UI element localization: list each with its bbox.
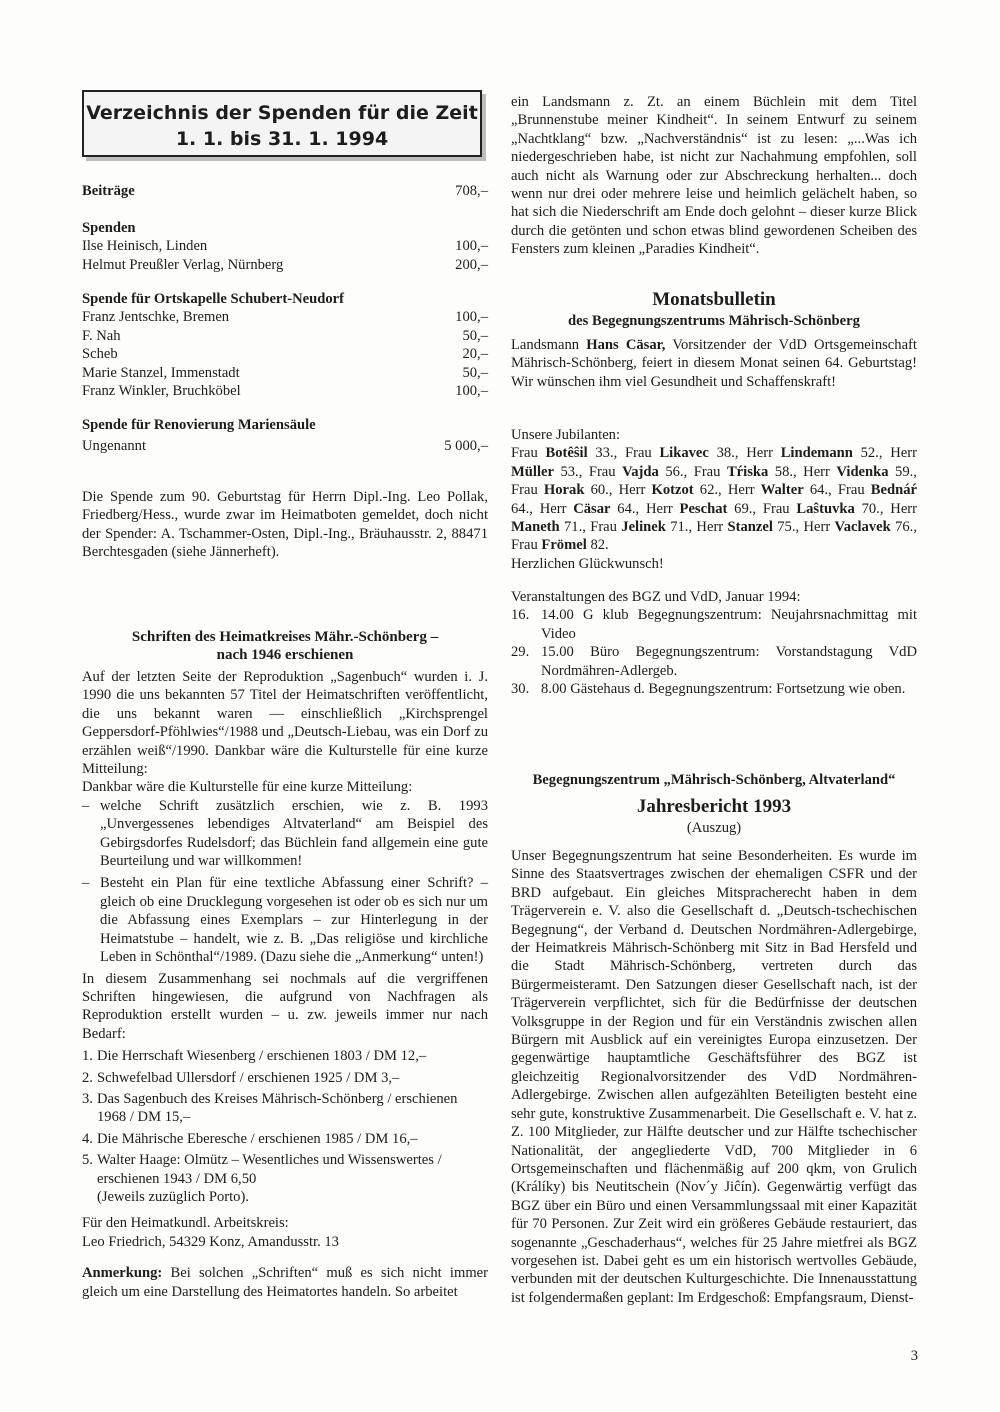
jubilants-label: Unsere Jubilanten:: [511, 427, 621, 443]
jubilant-entry: [511, 445, 617, 461]
spenden-heading: Spenden: [82, 220, 136, 236]
jubilant-age: 38.,: [708, 445, 739, 462]
donor-amount: 200,–: [455, 256, 488, 273]
donation-row: [82, 327, 488, 345]
anmerkung-label: Anmerkung:: [82, 1265, 163, 1282]
jubilant-name: Lindemann: [780, 445, 853, 462]
item-number: 4.: [82, 1130, 93, 1147]
jubilant-age: 33.,: [587, 445, 618, 462]
jubilant-entry: [803, 464, 917, 480]
jubilant-age: 71.,: [559, 519, 586, 536]
events-label: Veranstaltungen des BGZ und VdD, Januar 1994:: [511, 589, 801, 605]
jubilant-entry: [803, 519, 917, 535]
mariensaeule-section: [82, 416, 488, 456]
list-item: – Besteht ein Plan für eine textliche Abfassung einer Schrift? – gleich ob eine Drucklegung vorgesehen ist oder ob es sich nur um die Abfassung eines Exemplars – zur Hinterlegung in der Heimatstube – handelt, wie z. B. „Das religiöse und kirchliche Leben in Schönthal“/1989. (Dazu siehe die „Anmerkung“ unten!): [82, 875, 488, 966]
list-item: [82, 1130, 488, 1148]
jubilant-title: Frau: [762, 500, 797, 517]
jubilant-title: Herr: [746, 445, 781, 462]
list-item: [82, 1151, 488, 1188]
donor-name: Ungenannt: [82, 438, 147, 455]
jubilant-age: 70.,: [854, 500, 884, 517]
donor-name: Franz Jentschke, Bremen: [82, 309, 230, 326]
donation-row: [82, 237, 488, 255]
jubilant-age: 71.,: [665, 519, 693, 536]
schriften-repeat: Dankbar wäre die Kulturstelle für eine kurze Mitteilung:: [82, 779, 413, 796]
jubilant-name: Jelinek: [621, 519, 666, 536]
jubilant-entry: [590, 519, 692, 535]
jubilant-name: Tŕiska: [726, 463, 769, 480]
jahresbericht-title: Jahresbericht 1993: [636, 796, 792, 818]
events-section: [511, 588, 917, 698]
jubilant-title: Herr: [539, 500, 574, 517]
item-text: Walter Haage: Olmütz – Wesentliches und Wissenswertes / erschienen 1943 / DM 6,50: [97, 1152, 442, 1187]
donation-row: [82, 437, 488, 455]
list-item: – welche Schrift zusätzlich erschien, wie z. B. 1993 „Unvergessenes lebendiges Altvaterland“ am Beispiel des Gebirgsdorfes Rudelsdorf; das Büchlein fand allgemein eine gute Beurteilung und war willkommen!: [82, 797, 488, 870]
jubilant-title: Frau: [837, 482, 871, 499]
item-number: 3.: [82, 1090, 93, 1107]
list-note: (Jeweils zuzüglich Porto).: [97, 1188, 249, 1205]
donor-amount: 100,–: [455, 383, 488, 400]
jubilant-name: Botêŝil: [545, 445, 588, 462]
jubilant-entry: [696, 519, 799, 535]
item-number: 1.: [82, 1048, 93, 1065]
schriften-title-line1: Schriften des Heimatkreises Mähr.-Schönberg –: [131, 629, 439, 645]
jubilant-age: 69.,: [727, 500, 757, 517]
event-day: 16.: [511, 607, 530, 624]
jubilant-title: Herr: [696, 519, 728, 536]
donor-name: Helmut Preußler Verlag, Nürnberg: [82, 256, 284, 273]
bulletin-p1: [511, 336, 917, 391]
jubilant-title: Frau: [693, 463, 727, 480]
donor-name: Franz Winkler, Bruchköbel: [82, 383, 241, 400]
jubilant-title: Frau: [590, 519, 622, 536]
jubilant-name: Müller: [511, 463, 554, 480]
donations-header-box: [82, 90, 482, 157]
jubilant-age: 76.,: [890, 519, 917, 536]
list-item: [82, 1069, 488, 1087]
event-day: 30.: [511, 681, 530, 698]
jubilant-name: Kotzot: [651, 482, 694, 499]
donor-name: Scheb: [82, 346, 118, 363]
schriften-para: In diesem Zusammenhang sei nochmals auf die vergriffenen Schriften hingewiesen, die aufgrund von Nachfragen als Reproduktion erstellt wurden – u. zw. jeweils immer nur nach Bedarf:: [82, 970, 488, 1042]
jubilant-name: Maneth: [511, 519, 560, 536]
list-item: [82, 1047, 488, 1065]
jubilant-entry: [589, 464, 687, 480]
ortskapelle-heading: Spende für Ortskapelle Schubert-Neudorf: [82, 291, 345, 307]
item-text: Die Mährische Eberesche / erschienen 1985 / DM 16,–: [97, 1130, 418, 1147]
jubilant-name: Frömel: [541, 537, 587, 554]
donations-title-line2: 1. 1. bis 31. 1. 1994: [175, 128, 389, 150]
jubilant-title: Frau: [588, 463, 623, 480]
jubilant-age: 59.,: [888, 463, 917, 480]
jahresbericht-subtitle: (Auszug): [686, 820, 742, 837]
list-item: [511, 606, 917, 643]
schriften-title: [82, 628, 488, 665]
donation-note: Die Spende zum 90. Geburtstag für Herrn Dipl.-Ing. Leo Pollak, Friedberg/Hess., wurde zwar im Heimatboten gemeldet, doch nicht der Spender: A. Tschammer-Osten, Dipl.-Ing., Bräuhausstr. 2, 88471 Berchtesgaden (siehe Jännerheft).: [82, 489, 488, 561]
jahresbericht-kicker: Begegnungszentrum „Mährisch-Schönberg, Altvaterland“: [532, 772, 896, 788]
jubilant-title: Herr: [803, 463, 837, 480]
bulletin-title: Monatsbulletin: [652, 289, 776, 310]
jubilant-title: Herr: [618, 482, 652, 499]
donor-amount: 50,–: [462, 327, 488, 344]
ortskapelle-section: [82, 290, 488, 400]
donor-amount: 20,–: [462, 346, 488, 363]
list-item: [511, 643, 917, 680]
jubilant-age: 64.,: [803, 482, 832, 499]
event-text: 15.00 Büro Begegnungszentrum: Vorstandstagung VdD Nordmähren-Adlergeb.: [541, 644, 917, 679]
sign-line1: Für den Heimatkundl. Arbeitskreis:: [82, 1215, 289, 1232]
schriften-body: [82, 668, 488, 1301]
p1-lead: Landsmann: [511, 337, 580, 353]
jubilant-entry: [511, 537, 609, 553]
bullet-text: Besteht ein Plan für eine textliche Abfassung einer Schrift? – gleich ob eine Drucklegung vorgesehen ist oder ob es sich nur um die Abfassung eines Exemplars – zur Hinterlegung in der Heimatstube – handelt, wie z. B. „Das religiöse und kirchliche Leben in Schönthal“/1989. (Dazu siehe die „Anmerkung“ unten!): [100, 875, 488, 966]
events-list: [511, 606, 917, 698]
jubilant-age: 56.,: [658, 463, 688, 480]
item-number: 5.: [82, 1152, 93, 1169]
jubilant-age: 62.,: [693, 482, 722, 499]
jubilant-name: Cäsar: [573, 500, 611, 517]
jubilant-entry: [646, 501, 756, 517]
donor-amount: 5 000,–: [444, 438, 488, 455]
jubilant-age: 52.,: [852, 445, 883, 462]
jubilant-name: Stanzel: [727, 519, 773, 536]
beitraege-row: [82, 182, 488, 200]
jubilant-name: Walter: [760, 482, 804, 499]
jubilant-name: Vaclavek: [834, 519, 891, 536]
bulletin-subtitle: des Begegnungszentrums Mährisch-Schönberg: [568, 313, 860, 329]
anmerkung-text: Bei solchen „Schriften“ muß es sich nicht immer gleich um eine Darstellung des Heimatortes handeln. So arbeitet: [82, 1265, 489, 1300]
jubilant-age: 82.: [586, 537, 609, 554]
sign-line2: Leo Friedrich, 54329 Konz, Amandusstr. 13: [82, 1233, 339, 1250]
jubilant-age: 75.,: [772, 519, 800, 536]
item-text: Die Herrschaft Wiesenberg / erschienen 1803 / DM 12,–: [97, 1048, 427, 1065]
jubilant-entry: [619, 482, 722, 498]
jubilant-entry: [540, 501, 640, 517]
jubilant-title: Frau: [511, 445, 546, 462]
jubilant-age: 64.,: [610, 500, 640, 517]
bullet-text: welche Schrift zusätzlich erschien, wie z. B. 1993 „Unvergessenes lebendiges Altvaterland“ am Beispiel des Gebirgsdorfes Rudelsdorf; das Büchlein fand allgemein eine gute Beurteilung und war willkommen!: [100, 797, 488, 870]
donation-row: [82, 345, 488, 363]
jubilants-section: [511, 426, 917, 573]
p1-name: Hans Cäsar,: [586, 337, 666, 353]
publication-list: [82, 1047, 488, 1188]
jubilant-name: Vajda: [622, 463, 659, 480]
donor-name: Marie Stanzel, Immenstadt: [82, 364, 240, 381]
spenden-section: [82, 219, 488, 274]
jubilant-title: Frau: [511, 537, 542, 554]
jahresbericht-header: [511, 771, 917, 838]
jubilant-age: 58.,: [768, 463, 797, 480]
jubilant-age: 53.,: [553, 463, 583, 480]
jubilant-name: Likavec: [659, 445, 709, 462]
jubilant-title: Herr: [890, 445, 917, 462]
jubilant-entry: [763, 501, 884, 517]
jubilant-name: Laŝtuvka: [796, 500, 855, 517]
mariensaeule-heading: Spende für Renovierung Mariensäule: [82, 417, 316, 433]
jubilant-name: Horak: [543, 482, 585, 499]
jubilant-age: 60.,: [584, 482, 613, 499]
jubilant-title: Herr: [890, 500, 918, 517]
bulletin-header: [511, 288, 917, 330]
jubilant-title: Frau: [624, 445, 660, 462]
jubilant-entry: [511, 482, 612, 498]
schriften-bullets: [82, 797, 488, 967]
donor-amount: 50,–: [462, 364, 488, 381]
beitraege-amount: 708,–: [455, 183, 488, 199]
greeting: Herzlichen Glückwunsch!: [511, 555, 664, 572]
p1-rest: Vorsitzender der VdD Ortsgemeinschaft Mährisch-Schönberg, feiert in diesem Monat seinen 64. Geburtstag! Wir wünschen ihm viel Gesundheit und Schaffenskraft!: [511, 337, 917, 390]
jubilant-entry: [746, 445, 882, 461]
donation-row: [82, 382, 488, 400]
jubilant-name: Videnka: [836, 463, 889, 480]
jubilants-list: [511, 444, 917, 554]
event-text: 8.00 Gästehaus d. Begegnungszentrum: Fortsetzung wie oben.: [541, 681, 906, 698]
beitraege-label: Beiträge: [82, 183, 135, 199]
donation-row: [82, 308, 488, 326]
jubilant-title: Frau: [511, 482, 544, 499]
jubilant-entry: [728, 482, 832, 498]
jubilant-name: Peschat: [679, 500, 728, 517]
list-item: [511, 680, 917, 698]
schriften-intro: Auf der letzten Seite der Reproduktion „Sagenbuch“ wurden i. J. 1990 die uns bekannten 57 Titel der Heimatschriften veröffentlicht, die uns bekannt waren — einschließlich „Kirchsprengel Geppersdorf-Pföhlwies“/1988 und „Deutsch-Liebau, was ein Dorf zu erzählen weiß“/1990. Dankbar wäre die Kulturstelle für eine kurze Mitteilung:: [82, 669, 488, 778]
item-number: 2.: [82, 1069, 93, 1086]
jubilant-title: Herr: [727, 482, 761, 499]
item-text: Das Sagenbuch des Kreises Mährisch-Schönberg / erschienen 1968 / DM 15,–: [97, 1090, 458, 1126]
jubilant-entry: [625, 445, 739, 461]
item-text: Schwefelbad Ullersdorf / erschienen 1925 / DM 3,–: [97, 1069, 400, 1086]
continuation-text: ein Landsmann z. Zt. an einem Büchlein mit dem Titel „Brunnenstube meiner Kindheit“. In seinem Entwurf zu seinem „Nachtklang“ bzw. „Nachverständnis“ ist zu lesen: „...Was ich niedergeschrieben habe, ist nicht zur Nachahmung empfohlen, soll auch nicht als Warnung oder zur Abschreckung herhalten... doch wenn nur drei oder mehrere leise und heimlich gelächelt haben, so hat sich die Niederschrift am Ende doch gelohnt – dieser kurze Blick durch die getönten und schon etwas blind gewordenen Scheiben des Fensters zum kleinen „Paradies Kindheit“.: [511, 94, 917, 258]
event-text: 14.00 G klub Begegnungszentrum: Neujahrsnachmittag mit Video: [541, 607, 917, 642]
event-day: 29.: [511, 644, 530, 661]
donation-row: [82, 364, 488, 382]
page-number: 3: [910, 1348, 918, 1364]
schriften-title-line2: nach 1946 erschienen: [216, 647, 354, 664]
donor-name: F. Nah: [82, 327, 121, 344]
jubilant-title: Herr: [803, 519, 835, 536]
donor-amount: 100,–: [455, 309, 488, 326]
jubilant-age: 64.,: [511, 500, 533, 517]
jubilant-entry: [694, 464, 797, 480]
donor-name: Ilse Heinisch, Linden: [82, 238, 208, 255]
list-item: [82, 1090, 488, 1127]
donations-title-line1: Verzeichnis der Spenden für die Zeit: [86, 102, 478, 124]
jubilant-title: Herr: [646, 500, 680, 517]
jubilant-name: Bednáŕ: [870, 482, 917, 499]
donation-row: [82, 256, 488, 274]
jahresbericht-body: Unser Begegnungszentrum hat seine Besonderheiten. Es wurde im Sinne des Staatsvertrages zwischen der ehemaligen CSFR und der BRD aufgebaut. Ein gleiches Mitspracherecht haben in dem Trägerverein e. V. also die Gesellschaft d. „Deutsch-tschechischen Begegnung“, der Verband d. Deutschen Nordmähren-Adlergebirge, der Heimatkreis Mährisch-Schönberg mit Sitz in Bad Hersfeld und die Stadt Mährisch-Schönberg, vertreten durch das Bürgermeisteramt. Den Satzungen dieser Gesellschaft nach, ist der Trägerverein verpflichtet, sich für die Bedürfnisse der deutschen Volksgruppe in der Region und für ein Verständnis zwischen allen Bürgern mit Ausblick auf ein vereinigtes Europa einzusetzen. Der gegenwärtige hauptamtliche Geschäftsführer des BGZ ist gleichzeitig Regionalvorsitzender des VdD Nordmähren-Adlergebirge. Zwischen allen aufgezählten Beteiligten besteht eine sehr gute, konstruktive Zusammenarbeit. Die Gesellschaft e. V. hat z. Z. 100 Mitglieder, zur Hälfte deutscher und zur Hälfte tschechischer Nationalität, der angegliederte VdD, 700 Mitglieder in 6 Ortsgemeinschaften und flächenmäßig auf 200 qkm, von Grulich (Králíky) bis Neutitschein (Nov´y Jiĉín). Gegenwärtig verfügt das BGZ über ein Büro und einen Versammlungssaal mit einer Kapazität für 70 Personen. Zur Zeit wird ein größeres Gebäude restauriert, das sogenannte „Geschaderhaus“, welches für 25 Jahre mietfrei als BGZ vorgesehen ist. Dabei geht es um ein historisch wertvolles Gebäude, verbunden mit der deutschen Kulturgeschichte. Die Innenausstattung ist folgendermaßen geplant: Im Erdgeschoß: Empfangsraum, Dienst-: [511, 848, 917, 1306]
anmerkung: [82, 1264, 488, 1301]
donor-amount: 100,–: [455, 238, 488, 255]
